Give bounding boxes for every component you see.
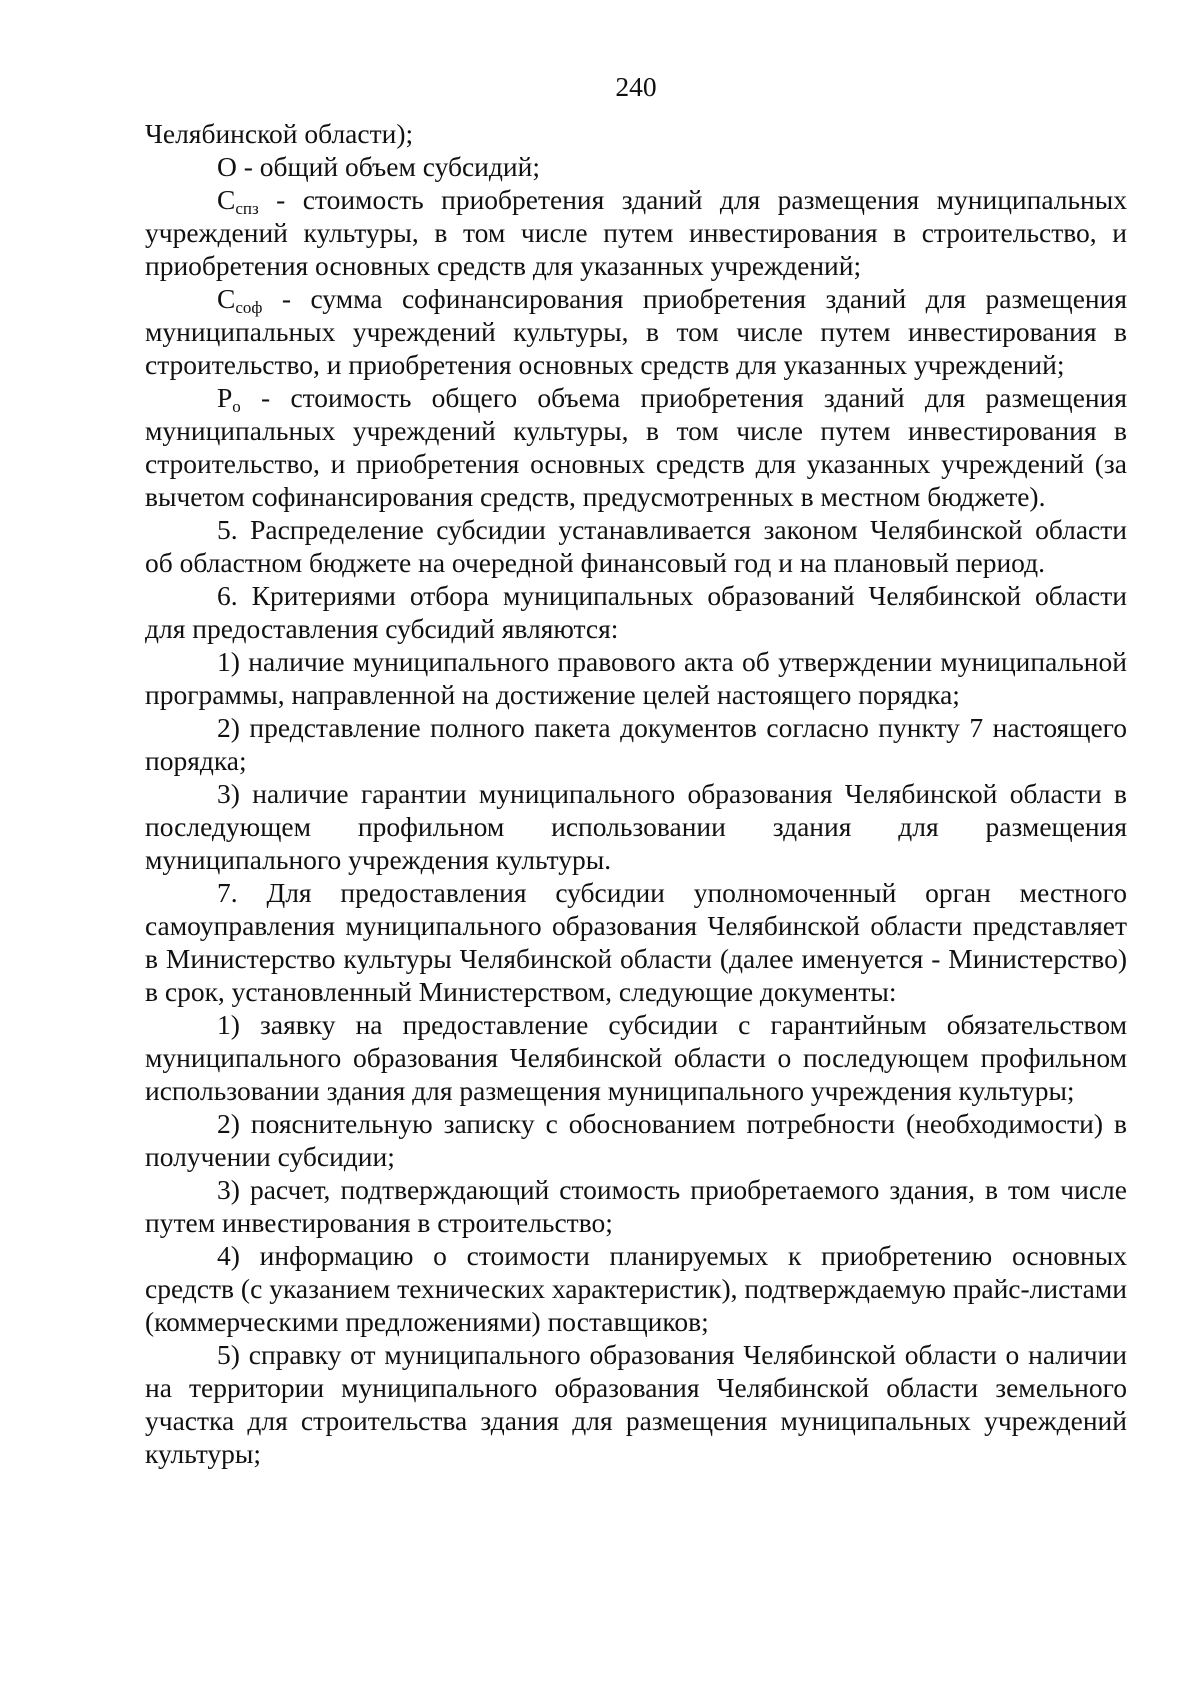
paragraph-continuation: Челябинской области); xyxy=(145,118,414,149)
definition-total-volume: О - общий объем субсидий; xyxy=(217,151,540,182)
definition-cost-buildings xyxy=(145,183,1127,282)
formula-subscript: о xyxy=(232,397,241,416)
formula-subscript: соф xyxy=(235,298,263,317)
formula-symbol: С xyxy=(217,184,236,215)
document-body xyxy=(145,117,1127,1470)
formula-symbol: С xyxy=(217,283,236,314)
clause-6-criteria: 6. Критериями отбора муниципальных образований Челябинской области для предоставления субсидий являются: xyxy=(145,580,1127,644)
clause-7-documents: 7. Для предоставления субсидии уполномоченный орган местного самоуправления муниципального образования Челябинской области представляет в Министерство культуры Челябинской области (далее именуется - Министерство) в срок, установленный Министерством, следующие документы: xyxy=(145,877,1127,1007)
criteria-item-2: 2) представление полного пакета документов согласно пункту 7 настоящего порядка; xyxy=(145,712,1127,776)
definition-total-cost xyxy=(145,381,1127,513)
document-item-1: 1) заявку на предоставление субсидии с гарантийным обязательством муниципального образования Челябинской области о последующем профильном использовании здания для размещения муниципального учреждения культуры; xyxy=(145,1009,1127,1106)
page-number: 240 xyxy=(615,71,657,102)
criteria-item-3: 3) наличие гарантии муниципального образования Челябинской области в последующем профильном использовании здания для размещения муниципального учреждения культуры. xyxy=(145,778,1127,875)
document-item-2: 2) пояснительную записку с обоснованием потребности (необходимости) в получении субсидии; xyxy=(145,1108,1127,1172)
document-item-3: 3) расчет, подтверждающий стоимость приобретаемого здания, в том числе путем инвестирования в строительство; xyxy=(145,1174,1127,1238)
definition-cofinancing xyxy=(145,282,1127,381)
definition-text: - сумма софинансирования приобретения зданий для размещения муниципальных учреждений культуры, в том числе путем инвестирования в строительство, и приобретения основных средств для указанных учреждений; xyxy=(145,283,1127,380)
definition-text: - стоимость приобретения зданий для размещения муниципальных учреждений культуры, в том числе путем инвестирования в строительство, и приобретения основных средств для указанных учреждений; xyxy=(145,184,1127,281)
document-page xyxy=(145,0,1127,1698)
definition-text: - стоимость общего объема приобретения зданий для размещения муниципальных учреждений культуры, в том числе путем инвестирования в строительство, и приобретения основных средств для указанных учреждений (за вычетом софинансирования средств, предусмотренных в местном бюджете). xyxy=(145,382,1127,512)
document-item-5: 5) справку от муниципального образования Челябинской области о наличии на территории муниципального образования Челябинской области земельного участка для строительства здания для размещения муниципальных учреждений культуры; xyxy=(145,1339,1127,1469)
document-item-4: 4) информацию о стоимости планируемых к приобретению основных средств (с указанием технических характеристик), подтверждаемую прайс-листами (коммерческими предложениями) поставщиков; xyxy=(145,1240,1127,1337)
formula-symbol: Р xyxy=(217,382,233,413)
formula-subscript: спз xyxy=(235,199,259,218)
criteria-item-1: 1) наличие муниципального правового акта об утверждении муниципальной программы, направленной на достижение целей настоящего порядка; xyxy=(145,646,1127,710)
clause-5-distribution: 5. Распределение субсидии устанавливается законом Челябинской области об областном бюджете на очередной финансовый год и на плановый период. xyxy=(145,514,1127,578)
